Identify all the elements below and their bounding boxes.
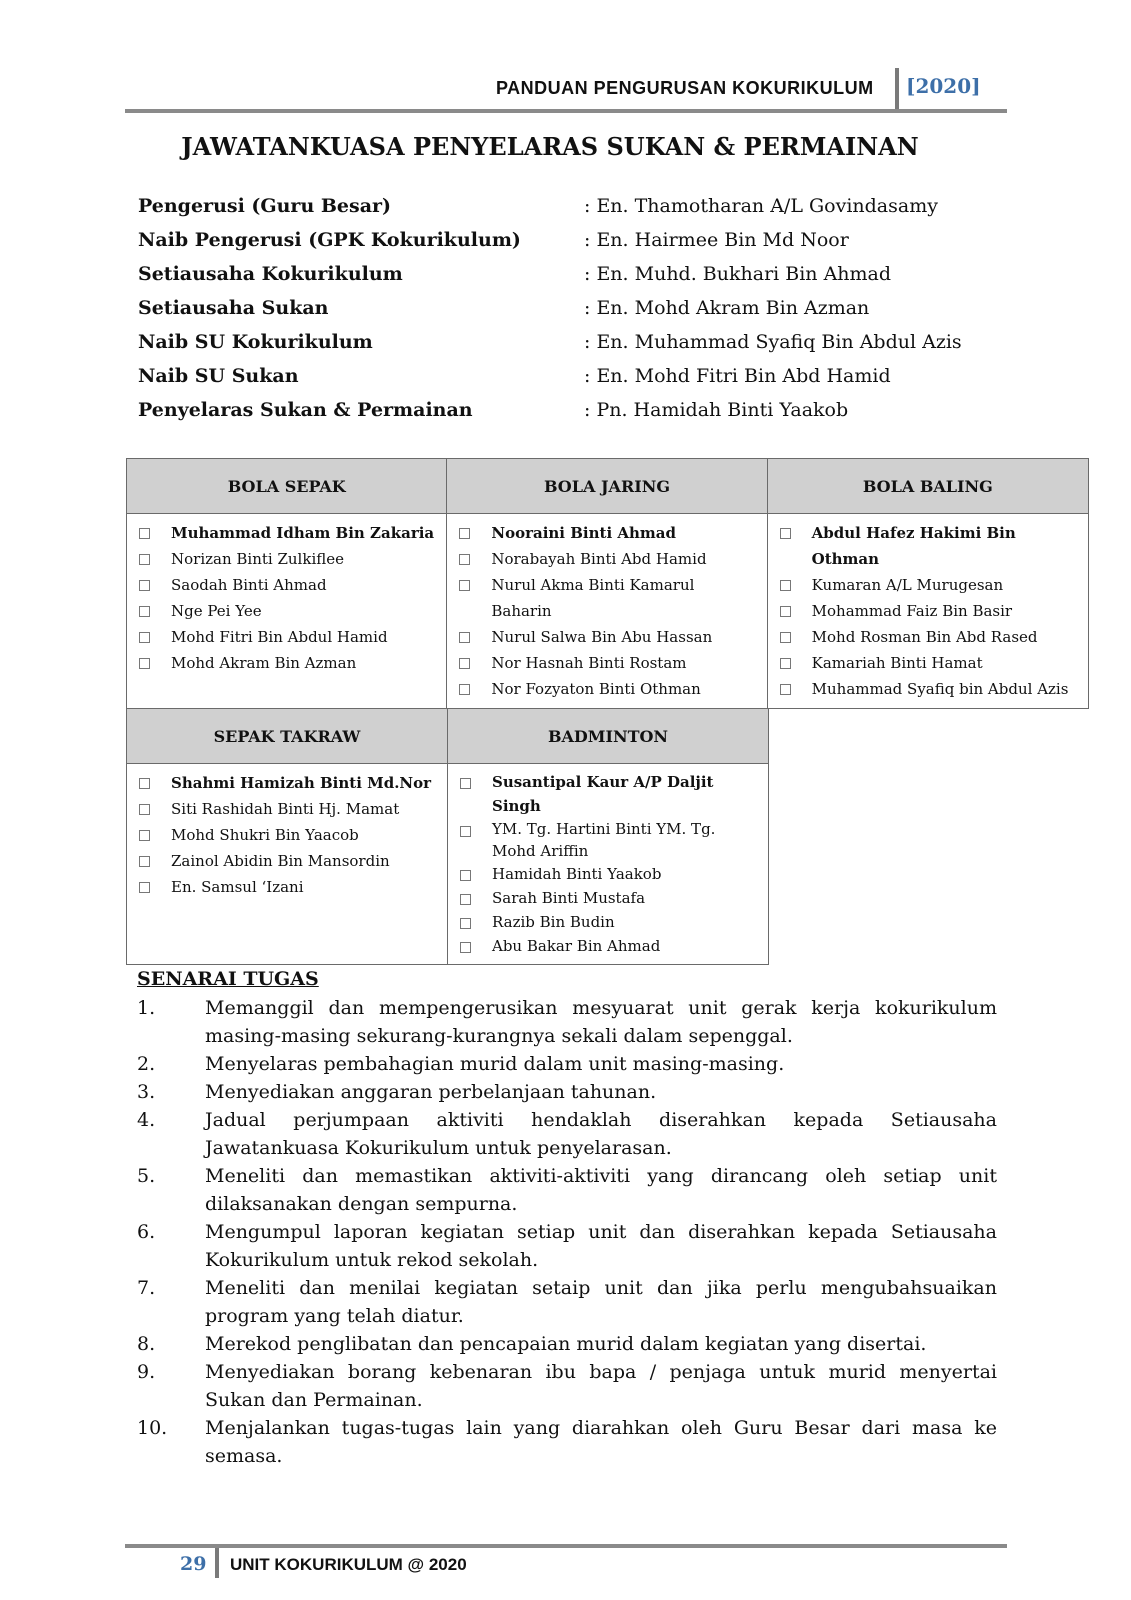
- checkbox-icon: [460, 826, 471, 837]
- member-name: Mohammad Faiz Bin Basir: [811, 602, 1013, 620]
- duty-number: 4.: [137, 1109, 156, 1131]
- duty-number: 10.: [137, 1417, 168, 1439]
- duty-text: Meneliti dan menilai kegiatan setaip unit dan jika perlu mengubahsuaikan program yang telah diatur.: [205, 1277, 997, 1327]
- duty-text: Menyediakan borang kebenaran ibu bapa / penjaga untuk murid menyertai Sukan dan Permainan.: [205, 1361, 997, 1411]
- member-name: Kumaran A/L Murugesan: [811, 576, 1004, 594]
- checkbox-icon: [459, 528, 470, 539]
- table-cell: [127, 514, 447, 709]
- member-name: Nooraini Binti Ahmad: [491, 524, 676, 542]
- checkbox-icon: [780, 684, 791, 695]
- table-header: SEPAK TAKRAW: [127, 709, 448, 764]
- table-cell: [447, 514, 767, 709]
- table-header: BOLA JARING: [447, 459, 767, 514]
- member-name: Muhammad Idham Bin Zakaria: [171, 524, 435, 542]
- footer-rule: [125, 1544, 1007, 1548]
- header-separator: [895, 68, 899, 112]
- duty-number: 8.: [137, 1333, 156, 1355]
- list-item: [135, 624, 438, 650]
- table-header: BOLA SEPAK: [127, 459, 447, 514]
- duty-number: 2.: [137, 1053, 156, 1075]
- list-item: [135, 770, 439, 796]
- checkbox-icon: [139, 632, 150, 643]
- duty-number: 5.: [137, 1165, 156, 1187]
- checkbox-icon: [139, 856, 150, 867]
- footer-text: UNIT KOKURIKULUM @ 2020: [230, 1555, 467, 1574]
- duty-text: Menyediakan anggaran perbelanjaan tahunan.: [205, 1081, 657, 1103]
- list-item: [135, 598, 438, 624]
- header-title: PANDUAN PENGURUSAN KOKURIKULUM: [496, 78, 874, 98]
- member-name: Nor Hasnah Binti Rostam: [491, 654, 687, 672]
- checkbox-icon: [460, 870, 471, 881]
- list-item: [456, 934, 760, 958]
- checkbox-icon: [139, 528, 150, 539]
- checkbox-icon: [459, 580, 470, 591]
- member-name: Abu Bakar Bin Ahmad: [492, 937, 661, 955]
- footer-separator: [215, 1548, 219, 1578]
- member-name: Shahmi Hamizah Binti Md.Nor: [171, 774, 432, 792]
- committee-name: : En. Hairmee Bin Md Noor: [584, 229, 849, 251]
- checkbox-icon: [459, 554, 470, 565]
- committee-name: : En. Thamotharan A/L Govindasamy: [584, 195, 938, 217]
- page-number: 29: [180, 1553, 207, 1575]
- member-name: Abdul Hafez Hakimi Bin Othman: [811, 524, 1016, 568]
- committee-row: [138, 297, 1038, 331]
- committee-name: : En. Mohd Akram Bin Azman: [584, 297, 870, 319]
- member-name: Zainol Abidin Bin Mansordin: [171, 852, 390, 870]
- checkbox-icon: [780, 606, 791, 617]
- committee-role: Penyelaras Sukan & Permainan: [138, 399, 473, 421]
- duty-number: 3.: [137, 1081, 156, 1103]
- member-name: Susantipal Kaur A/P Daljit Singh: [492, 773, 714, 815]
- checkbox-icon: [139, 554, 150, 565]
- checkbox-icon: [460, 918, 471, 929]
- checkbox-icon: [459, 658, 470, 669]
- member-name: Nurul Salwa Bin Abu Hassan: [491, 628, 713, 646]
- list-item: [456, 818, 760, 862]
- checkbox-icon: [780, 632, 791, 643]
- list-item: [776, 520, 1080, 572]
- member-name: En. Samsul ‘Izani: [171, 878, 304, 896]
- committee-name: : Pn. Hamidah Binti Yaakob: [584, 399, 849, 421]
- list-item: [456, 770, 760, 818]
- duty-number: 1.: [137, 997, 156, 1019]
- duty-number: 6.: [137, 1221, 156, 1243]
- member-name: Kamariah Binti Hamat: [811, 654, 983, 672]
- list-item: [456, 862, 760, 886]
- checkbox-icon: [139, 580, 150, 591]
- duty-text: Jadual perjumpaan aktiviti hendaklah diserahkan kepada Setiausaha Jawatankuasa Kokurikulum untuk penyelarasan.: [205, 1109, 997, 1159]
- checkbox-icon: [139, 830, 150, 841]
- checkbox-icon: [459, 684, 470, 695]
- list-item: [776, 650, 1080, 676]
- list-item: [455, 650, 758, 676]
- committee-name: : En. Mohd Fitri Bin Abd Hamid: [584, 365, 891, 387]
- member-name: Sarah Binti Mustafa: [492, 889, 646, 907]
- committee-role: Naib Pengerusi (GPK Kokurikulum): [138, 229, 521, 251]
- table-cell: [448, 764, 769, 965]
- checkbox-icon: [780, 580, 791, 591]
- committee-row: [138, 229, 1038, 263]
- committee-role: Naib SU Sukan: [138, 365, 299, 387]
- member-name: Saodah Binti Ahmad: [171, 576, 327, 594]
- member-name: Nor Fozyaton Binti Othman: [491, 680, 701, 698]
- list-item: [135, 572, 438, 598]
- member-name: Muhammad Syafiq bin Abdul Azis: [811, 680, 1069, 698]
- checkbox-icon: [139, 778, 150, 789]
- member-name: YM. Tg. Hartini Binti YM. Tg. Mohd Ariffin: [492, 820, 716, 860]
- list-item: [776, 572, 1080, 598]
- table-cell: [127, 764, 448, 965]
- list-item: [455, 624, 758, 650]
- checkbox-icon: [780, 658, 791, 669]
- committee-row: [138, 195, 1038, 229]
- member-name: Mohd Akram Bin Azman: [171, 654, 357, 672]
- member-name: Mohd Fitri Bin Abdul Hamid: [171, 628, 388, 646]
- member-name: Norizan Binti Zulkiflee: [171, 550, 344, 568]
- header-year: [2020]: [906, 74, 981, 98]
- duties-title: SENARAI TUGAS: [137, 968, 319, 990]
- duty-number: 7.: [137, 1277, 156, 1299]
- committee-row: [138, 331, 1038, 365]
- duty-text: Menjalankan tugas-tugas lain yang diarahkan oleh Guru Besar dari masa ke semasa.: [205, 1417, 997, 1467]
- checkbox-icon: [460, 942, 471, 953]
- member-name: Razib Bin Budin: [492, 913, 615, 931]
- list-item: [135, 520, 438, 546]
- committee-name: : En. Muhd. Bukhari Bin Ahmad: [584, 263, 892, 285]
- sports-table-1: [126, 458, 1089, 709]
- member-name: Mohd Rosman Bin Abd Rased: [811, 628, 1038, 646]
- member-name: Mohd Shukri Bin Yaacob: [171, 826, 359, 844]
- list-item: [455, 572, 758, 624]
- committee-role: Setiausaha Sukan: [138, 297, 329, 319]
- sports-table-2: [126, 708, 769, 965]
- list-item: [455, 546, 758, 572]
- list-item: [135, 796, 439, 822]
- list-item: [776, 624, 1080, 650]
- list-item: [776, 598, 1080, 624]
- checkbox-icon: [460, 778, 471, 789]
- list-item: [135, 848, 439, 874]
- member-name: Norabayah Binti Abd Hamid: [491, 550, 707, 568]
- checkbox-icon: [139, 804, 150, 815]
- table-cell: [767, 514, 1088, 709]
- committee-row: [138, 263, 1038, 297]
- list-item: [135, 546, 438, 572]
- checkbox-icon: [780, 528, 791, 539]
- checkbox-icon: [459, 632, 470, 643]
- list-item: [456, 910, 760, 934]
- table-header: BADMINTON: [448, 709, 769, 764]
- member-name: Nurul Akma Binti Kamarul Baharin: [491, 576, 695, 620]
- member-name: Siti Rashidah Binti Hj. Mamat: [171, 800, 400, 818]
- committee-role: Naib SU Kokurikulum: [138, 331, 373, 353]
- checkbox-icon: [139, 606, 150, 617]
- list-item: [135, 874, 439, 900]
- committee-name: : En. Muhammad Syafiq Bin Abdul Azis: [584, 331, 962, 353]
- member-name: Hamidah Binti Yaakob: [492, 865, 662, 883]
- checkbox-icon: [460, 894, 471, 905]
- duty-text: Memanggil dan mempengerusikan mesyuarat unit gerak kerja kokurikulum masing-masing sekurang-kurangnya sekali dalam sepenggal.: [205, 997, 997, 1047]
- list-item: [455, 676, 758, 702]
- checkbox-icon: [139, 882, 150, 893]
- page-title: JAWATANKUASA PENYELARAS SUKAN & PERMAINAN: [181, 132, 919, 161]
- committee-row: [138, 399, 1038, 433]
- committee-role: Setiausaha Kokurikulum: [138, 263, 403, 285]
- list-item: [135, 650, 438, 676]
- list-item: [776, 676, 1080, 702]
- committee-role: Pengerusi (Guru Besar): [138, 195, 392, 217]
- duty-number: 9.: [137, 1361, 156, 1383]
- list-item: [135, 822, 439, 848]
- list-item: [456, 886, 760, 910]
- header-rule: [125, 109, 1007, 113]
- table-header: BOLA BALING: [767, 459, 1088, 514]
- committee-row: [138, 365, 1038, 399]
- duty-text: Menyelaras pembahagian murid dalam unit masing-masing.: [205, 1053, 785, 1075]
- member-name: Nge Pei Yee: [171, 602, 262, 620]
- duty-text: Merekod penglibatan dan pencapaian murid dalam kegiatan yang disertai.: [205, 1333, 927, 1355]
- duty-text: Meneliti dan memastikan aktiviti-aktiviti yang dirancang oleh setiap unit dilaksanakan dengan sempurna.: [205, 1165, 997, 1215]
- list-item: [455, 520, 758, 546]
- checkbox-icon: [139, 658, 150, 669]
- duty-text: Mengumpul laporan kegiatan setiap unit dan diserahkan kepada Setiausaha Kokurikulum untuk rekod sekolah.: [205, 1221, 997, 1271]
